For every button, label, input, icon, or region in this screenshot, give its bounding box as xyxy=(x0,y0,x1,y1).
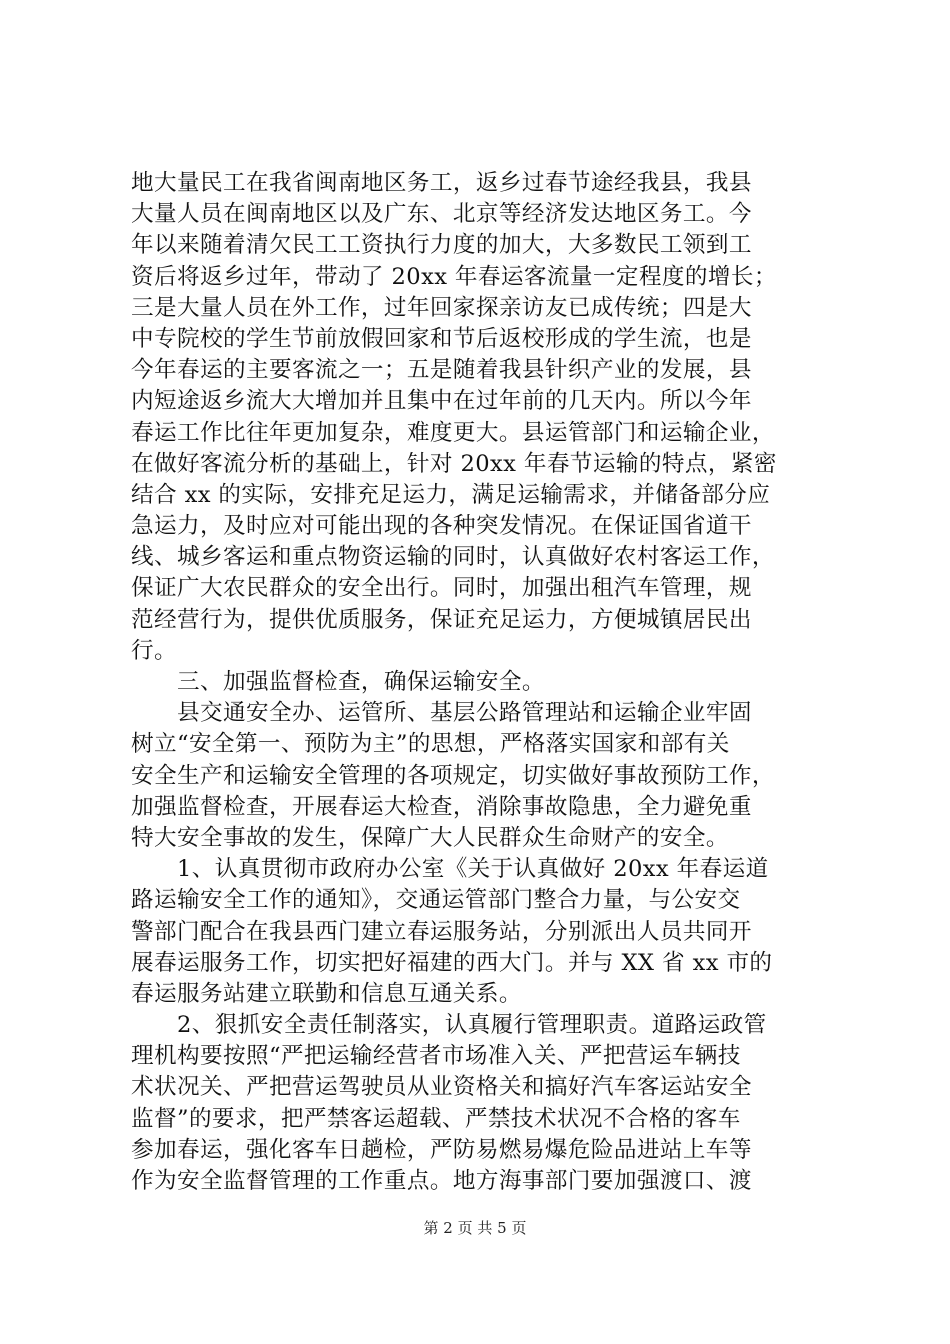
text-line: 树立“安全第一、预防为主”的思想，严格落实国家和部有关 xyxy=(131,731,730,758)
page-footer: 第 2 页 共 5 页 xyxy=(423,1219,527,1237)
text-line: 警部门配合在我县西门建立春运服务站，分别派出人员共同开 xyxy=(131,918,752,945)
text-line: 线、城乡客运和重点物资运输的同时，认真做好农村客运工作， xyxy=(131,544,775,571)
text-line: 地大量民工在我省闽南地区务工，返乡过春节途经我县，我县 xyxy=(131,170,752,196)
text-line: 大量人员在闽南地区以及广东、北京等经济发达地区务工。今 xyxy=(131,201,752,228)
text-line: 监督”的要求，把严禁客运超载、严禁技术状况不合格的客车 xyxy=(131,1105,741,1132)
body-text xyxy=(131,168,831,1197)
text-line: 术状况关、严把营运驾驶员从业资格关和搞好汽车客运站安全 xyxy=(131,1074,752,1101)
text-line: 三、加强监督检查，确保运输安全。 xyxy=(131,669,545,695)
text-line: 展春运服务工作，切实把好福建的西大门。并与 XX 省 xx 市的 xyxy=(131,949,773,976)
text-line: 春运服务站建立联勤和信息互通关系。 xyxy=(131,980,522,1007)
text-line: 理机构要按照“严把运输经营者市场准入关、严把营运车辆技 xyxy=(131,1043,741,1070)
text-line: 年以来随着清欠民工工资执行力度的加大，大多数民工领到工 xyxy=(131,232,752,259)
text-line: 范经营行为，提供优质服务，保证充足运力，方便城镇居民出 xyxy=(131,606,752,633)
text-line: 加强监督检查，开展春运大检查，消除事故隐患，全力避免重 xyxy=(131,793,752,820)
text-line: 2、狠抓安全责任制落实，认真履行管理职责。道路运政管 xyxy=(131,1012,767,1039)
text-line: 在做好客流分析的基础上，针对 20xx 年春节运输的特点，紧密 xyxy=(131,450,777,477)
text-line: 保证广大农民群众的安全出行。同时，加强出租汽车管理，规 xyxy=(131,575,752,602)
text-line: 行。 xyxy=(131,637,177,664)
text-line: 作为安全监督管理的工作重点。地方海事部门要加强渡口、渡 xyxy=(131,1168,752,1194)
text-line: 中专院校的学生节前放假回家和节后返校形成的学生流，也是 xyxy=(131,325,752,352)
text-line: 特大安全事故的发生，保障广大人民群众生命财产的安全。 xyxy=(131,824,729,851)
text-line: 结合 xx 的实际，安排充足运力，满足运输需求，并储备部分应 xyxy=(131,481,771,508)
text-line: 春运工作比往年更加复杂，难度更大。县运管部门和运输企业， xyxy=(131,419,775,446)
text-line: 内短途返乡流大大增加并且集中在过年前的几天内。所以今年 xyxy=(131,388,752,415)
text-line: 路运输安全工作的通知》，交通运管部门整合力量，与公安交 xyxy=(131,887,741,914)
text-line: 急运力，及时应对可能出现的各种突发情况。在保证国省道干 xyxy=(131,513,752,540)
text-line: 1、认真贯彻市政府办公室《关于认真做好 20xx 年春运道 xyxy=(131,856,769,883)
text-line: 今年春运的主要客流之一；五是随着我县针织产业的发展，县 xyxy=(131,357,752,384)
text-line: 参加春运，强化客车日趟检，严防易燃易爆危险品进站上车等 xyxy=(131,1136,752,1163)
text-line: 三是大量人员在外工作，过年回家探亲访友已成传统；四是大 xyxy=(131,294,752,321)
text-line: 资后将返乡过年，带动了 20xx 年春运客流量一定程度的增长； xyxy=(131,263,777,290)
text-line: 安全生产和运输安全管理的各项规定，切实做好事故预防工作， xyxy=(131,762,775,789)
text-line: 县交通安全办、运管所、基层公路管理站和运输企业牢固 xyxy=(131,700,752,727)
